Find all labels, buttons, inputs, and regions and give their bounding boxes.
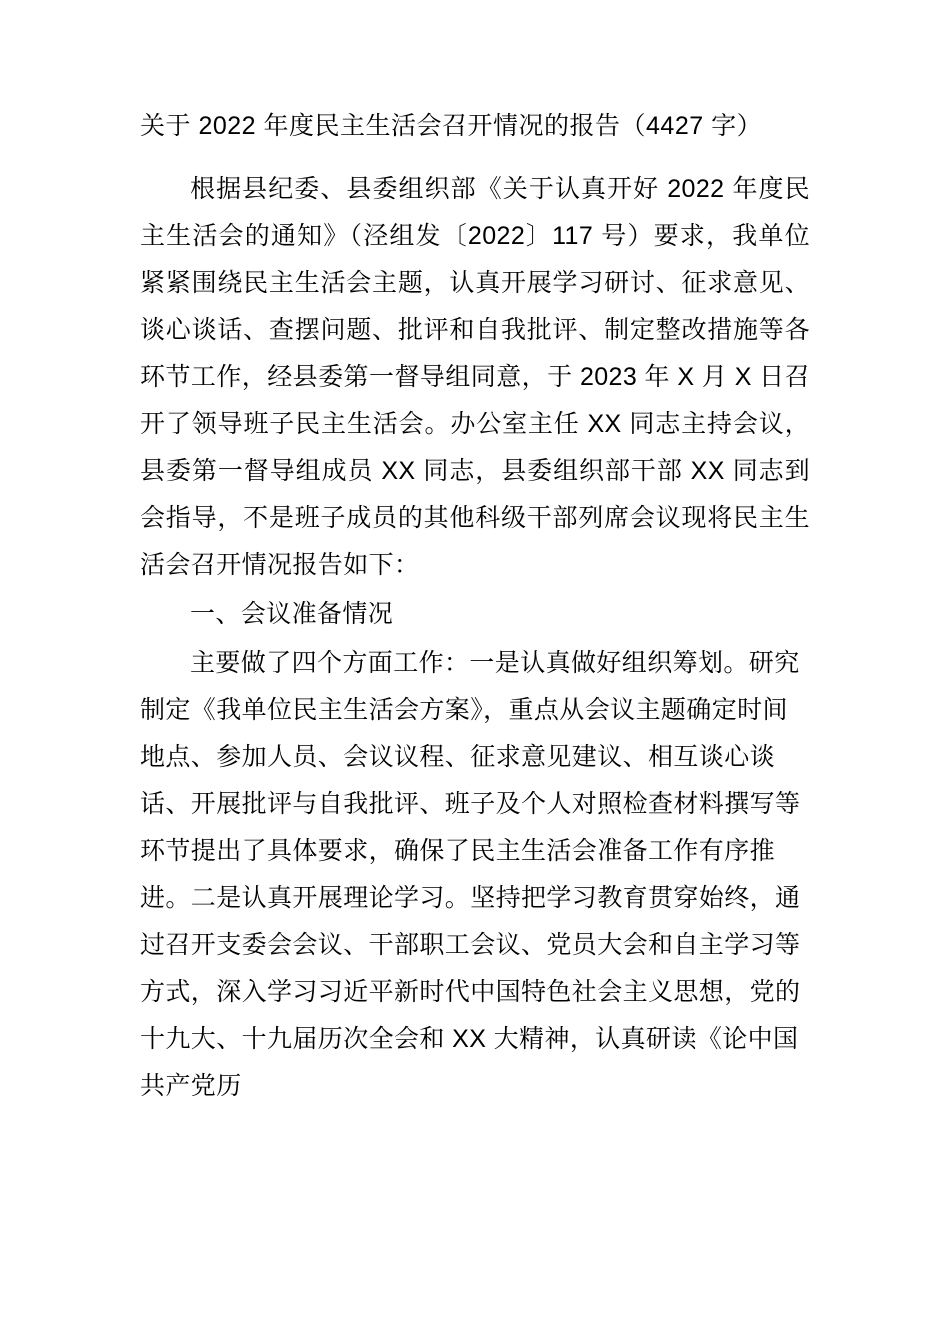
paragraph-section-heading-1: 一、会议准备情况 bbox=[190, 599, 394, 628]
page-title: 关于 2022 年度民主生活会召开情况的报告（4427 字） bbox=[140, 112, 763, 140]
paragraph-body-2: 主要做了四个方面工作：一是认真做好组织筹划。研究制定《我单位民主生活会方案》，重点从会议主题确定时间地点、参加人员、会议议程、征求意见建议、相互谈心谈话、开展批评与自我批评、班子及个人对照检查材料撰写等环节提出了具体要求，确保了民主生活会准备工作有序推进。二是认真开展理论学习。坚持把学习教育贯穿始终，通过召开支委会会议、干部职工会议、党员大会和自主学习等方式，深入学习习近平新时代中国特色社会主义思想，党的十九大、十九届历次全会和 XX 大精神，认真研读《论中国共产党历 bbox=[140, 648, 801, 1100]
paragraph-body-1: 根据县纪委、县委组织部《关于认真开好 2022 年度民主生活会的通知》（泾组发〔2022〕117 号）要求，我单位紧紧围绕民主生活会主题，认真开展学习研讨、征求意见、谈心谈话、查摆问题、批评和自我批评、制定整改措施等各环节工作，经县委第一督导组同意，于 2023 年 X 月 X 日召开了领导班子民主生活会。办公室主任 XX 同志主持会议，县委第一督导组成员 XX 同志，县委组织部干部 XX 同志到会指导，不是班子成员的其他科级干部列席会议现将民主生活会召开情况报告如下： bbox=[140, 174, 810, 579]
